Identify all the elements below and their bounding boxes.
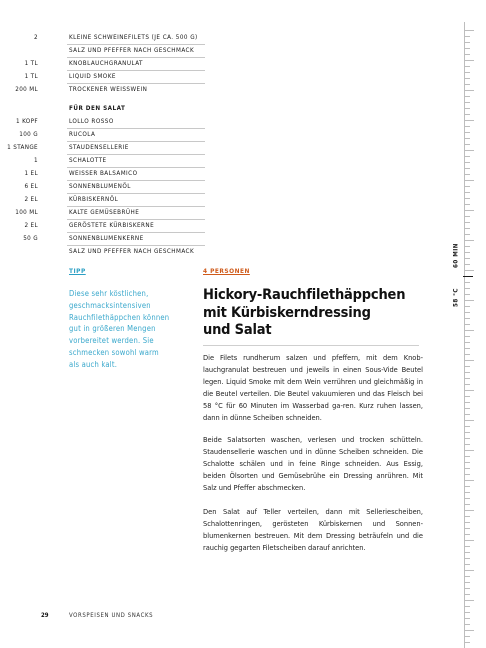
salad-heading: FÜR DEN SALAT <box>69 105 126 112</box>
ingredient-name: KNOBLAUCHGRANULAT <box>69 60 143 67</box>
ruler-tick <box>464 612 470 613</box>
ruler-tick <box>464 366 470 367</box>
ruler-tick <box>464 618 470 619</box>
tip-line: Diese sehr köstlichen, <box>69 289 149 298</box>
ruler-tick <box>464 438 470 439</box>
ingredient-row <box>0 232 260 245</box>
ingredient-quantity: 1 TL <box>24 60 38 67</box>
ruler-tick <box>464 390 474 391</box>
ingredient-quantity: 100 ML <box>15 209 38 216</box>
ingredient-quantity: 1 <box>34 157 38 164</box>
title-divider <box>203 345 419 346</box>
ingredient-name: LIQUID SMOKE <box>69 73 116 80</box>
ruler-tick <box>464 570 474 571</box>
ruler-tick <box>464 318 470 319</box>
ingredient-row <box>0 128 260 141</box>
ruler-tick <box>464 414 470 415</box>
tip-label: TIPP <box>69 267 86 275</box>
ingredient-row <box>0 245 260 258</box>
ruler-tick <box>464 492 470 493</box>
ruler-tick <box>464 108 470 109</box>
ruler-tick <box>464 144 470 145</box>
ruler-tick <box>464 30 474 31</box>
ingredient-quantity: 2 EL <box>24 196 38 203</box>
ingredient-name: LOLLO ROSSO <box>69 118 114 125</box>
ruler-tick <box>464 450 474 451</box>
ruler-tick <box>464 558 470 559</box>
ruler-tick <box>464 132 470 133</box>
ingredient-row <box>0 206 260 219</box>
ingredient-name: SALZ UND PFEFFER NACH GESCHMACK <box>69 248 195 255</box>
title-line: Hickory-Rauchfilethäppchen <box>203 287 406 303</box>
ruler-tick <box>464 264 470 265</box>
ruler-tick <box>464 54 470 55</box>
ruler-line <box>464 22 465 648</box>
ruler-tick <box>464 624 470 625</box>
ingredient-quantity: 2 EL <box>24 222 38 229</box>
ruler-temp-label: 58 °C <box>452 287 460 308</box>
ruler-tick <box>464 594 470 595</box>
instructions-step-3: Den Salat auf Teller verteilen, dann mit Selleriescheiben, Schalottenringen, gerösteten Kürbiskernen und Sonnen-blumenkernen bestreuen. Mit dem Dressing beträufeln und die rauchig gegarten Filetscheiben darauf anrichten. <box>203 507 423 552</box>
ruler-tick <box>464 372 470 373</box>
ruler-tick <box>464 324 470 325</box>
ruler-tick <box>464 504 470 505</box>
instructions-step-2: Beide Salatsorten waschen, verlesen und trocken schütteln. Staudensellerie waschen und in dünne Scheiben schneiden. Die Schalotte schälen und in feine Ringe schneiden. Aus Essig, beiden Ölsorten und Gemüsebrühe ein Dressing anrühren. Mit Salz und Pfeffer abschmecken. <box>203 435 423 492</box>
ruler-tick <box>464 186 470 187</box>
ingredient-name: KÜRBISKERNÖL <box>69 196 119 203</box>
ingredient-row <box>0 193 260 206</box>
ruler-tick <box>464 84 470 85</box>
ruler-tick <box>464 486 470 487</box>
ingredient-row <box>0 219 260 232</box>
ruler-tick <box>464 642 470 643</box>
ruler-tick <box>464 402 470 403</box>
ingredient-name: SCHALOTTE <box>69 157 107 164</box>
ruler-tick <box>464 522 470 523</box>
ruler-tick <box>464 468 470 469</box>
ruler-tick <box>464 330 474 331</box>
ingredient-quantity: 1 TL <box>24 73 38 80</box>
ruler-tick <box>464 606 470 607</box>
ruler-tick <box>464 258 470 259</box>
ruler-tick <box>464 576 470 577</box>
ruler-tick <box>464 336 470 337</box>
ruler-tick <box>464 156 470 157</box>
ingredient-quantity: 1 EL <box>24 170 38 177</box>
ruler-tick <box>464 630 474 631</box>
ruler-marker <box>463 276 473 277</box>
ruler-tick <box>464 210 474 211</box>
ruler-tick <box>464 162 470 163</box>
ingredient-quantity: 200 ML <box>15 86 38 93</box>
ruler-tick <box>464 420 474 421</box>
ruler-tick <box>464 300 474 301</box>
ruler-tick <box>464 270 474 271</box>
ruler-tick <box>464 546 470 547</box>
ruler-tick <box>464 540 474 541</box>
ingredient-name: STAUDENSELLERIE <box>69 144 129 151</box>
ingredient-row <box>0 83 260 96</box>
recipe-title <box>203 287 428 340</box>
ingredient-name: RUCOLA <box>69 131 96 138</box>
instructions-step-1: Die Filets rundherum salzen und pfeffern, mit dem Knob-lauchgranulat bestreuen und jeweils in einen Sous-Vide Beutel legen. Liquid Smoke mit dem Wein verrühren und gleichmäßig in die Beutel verteilen. Die Beutel vakuumieren und das Fleisch bei 58 °C für 60 Minuten im Wasserbad ga-ren. Kurz ruhen lassen, dann in dünne Scheiben schneiden. <box>203 353 423 422</box>
ruler-tick <box>464 348 470 349</box>
ruler-tick <box>464 168 470 169</box>
tip-text <box>69 288 177 371</box>
ruler-tick <box>464 282 470 283</box>
ruler-tick <box>464 174 470 175</box>
ingredient-row <box>0 57 260 70</box>
ruler-tick <box>464 564 470 565</box>
ruler-tick <box>464 354 470 355</box>
thermometer-ruler <box>452 0 486 648</box>
ingredient-name: SALZ UND PFEFFER NACH GESCHMACK <box>69 47 195 54</box>
section-title: VORSPEISEN UND SNACKS <box>69 612 154 619</box>
ruler-time-label: 60 MIN <box>452 243 460 268</box>
ingredient-row <box>0 141 260 154</box>
salad-heading-row <box>0 102 260 115</box>
tip-line: geschmacksintensiven <box>69 300 151 310</box>
ingredient-row <box>0 31 260 44</box>
ruler-tick <box>464 342 470 343</box>
ingredient-row <box>0 180 260 193</box>
ingredient-name: WEISSER BALSAMICO <box>69 170 138 177</box>
ruler-tick <box>464 180 474 181</box>
ruler-tick <box>464 198 470 199</box>
ruler-tick <box>464 120 474 121</box>
ruler-tick <box>464 516 470 517</box>
ingredient-name: SONNENBLUMENÖL <box>69 183 131 190</box>
ingredient-name: GERÖSTETE KÜRBISKERNE <box>69 222 155 229</box>
ruler-tick <box>464 204 470 205</box>
ruler-tick <box>464 384 470 385</box>
ruler-tick <box>464 252 470 253</box>
ingredient-quantity: 50 G <box>23 235 38 242</box>
ruler-tick <box>464 102 470 103</box>
tip-line: vorbereitet werden. Sie <box>69 336 154 346</box>
ruler-tick <box>464 150 474 151</box>
ruler-tick <box>464 192 470 193</box>
tip-line: schmecken sowohl warm <box>69 347 159 357</box>
ruler-tick <box>464 600 474 601</box>
ruler-tick <box>464 462 470 463</box>
ruler-tick <box>464 288 470 289</box>
ruler-tick <box>464 552 470 553</box>
ruler-tick <box>464 72 470 73</box>
ingredient-quantity: 100 G <box>19 131 38 138</box>
ingredient-row <box>0 115 260 128</box>
ruler-tick <box>464 582 470 583</box>
ruler-tick <box>464 36 470 37</box>
ingredient-name: KALTE GEMÜSEBRÜHE <box>69 209 140 216</box>
ruler-tick <box>464 138 470 139</box>
ruler-tick <box>464 510 474 511</box>
ingredient-quantity: 1 STANGE <box>7 144 38 151</box>
ruler-tick <box>464 498 470 499</box>
ruler-tick <box>464 474 470 475</box>
ruler-tick <box>464 432 470 433</box>
ruler-tick <box>464 48 470 49</box>
ingredient-row <box>0 44 260 57</box>
ruler-tick <box>464 216 470 217</box>
ruler-tick <box>464 588 470 589</box>
ruler-tick <box>464 306 470 307</box>
ruler-tick <box>464 240 474 241</box>
ruler-tick <box>464 60 474 61</box>
tip-line: gut in größeren Mengen <box>69 324 156 334</box>
ruler-tick <box>464 126 470 127</box>
ruler-tick <box>464 636 470 637</box>
ruler-tick <box>464 246 470 247</box>
ruler-tick <box>464 312 470 313</box>
ingredient-row <box>0 70 260 83</box>
ruler-tick <box>464 480 474 481</box>
ingredient-list-salad <box>0 102 260 258</box>
ingredient-name: SONNENBLUMENKERNE <box>69 235 144 242</box>
serves-label: 4 PERSONEN <box>203 267 250 275</box>
ruler-tick <box>464 228 470 229</box>
ruler-tick <box>464 426 470 427</box>
page-number: 29 <box>41 612 49 619</box>
ruler-tick <box>464 234 470 235</box>
ruler-tick <box>464 294 470 295</box>
ingredient-quantity: 1 KOPF <box>15 118 38 125</box>
ruler-tick <box>464 378 470 379</box>
ruler-tick <box>464 96 470 97</box>
tip-line: als auch kalt. <box>69 359 118 369</box>
title-line: und Salat <box>203 322 272 338</box>
ingredient-quantity: 2 <box>34 34 38 41</box>
ingredient-name: KLEINE SCHWEINEFILETS (JE CA. 500 G) <box>69 34 198 41</box>
ruler-tick <box>464 528 470 529</box>
ruler-tick <box>464 396 470 397</box>
ruler-tick <box>464 408 470 409</box>
ingredient-name: TROCKENER WEISSWEIN <box>69 86 148 93</box>
ruler-tick <box>464 222 470 223</box>
ruler-tick <box>464 66 470 67</box>
ruler-tick <box>464 78 470 79</box>
ingredient-list-main <box>0 31 260 96</box>
ingredient-row <box>0 154 260 167</box>
ruler-tick <box>464 90 474 91</box>
ruler-tick <box>464 534 470 535</box>
ingredient-row <box>0 167 260 180</box>
ruler-tick <box>464 42 470 43</box>
ruler-tick <box>464 114 470 115</box>
ruler-tick <box>464 444 470 445</box>
ruler-tick <box>464 360 474 361</box>
ingredient-quantity: 6 EL <box>24 183 38 190</box>
ruler-tick <box>464 456 470 457</box>
title-line: mit Kürbiskerndressing <box>203 304 371 321</box>
tip-line: Rauchfilethäppchen können <box>69 312 170 322</box>
